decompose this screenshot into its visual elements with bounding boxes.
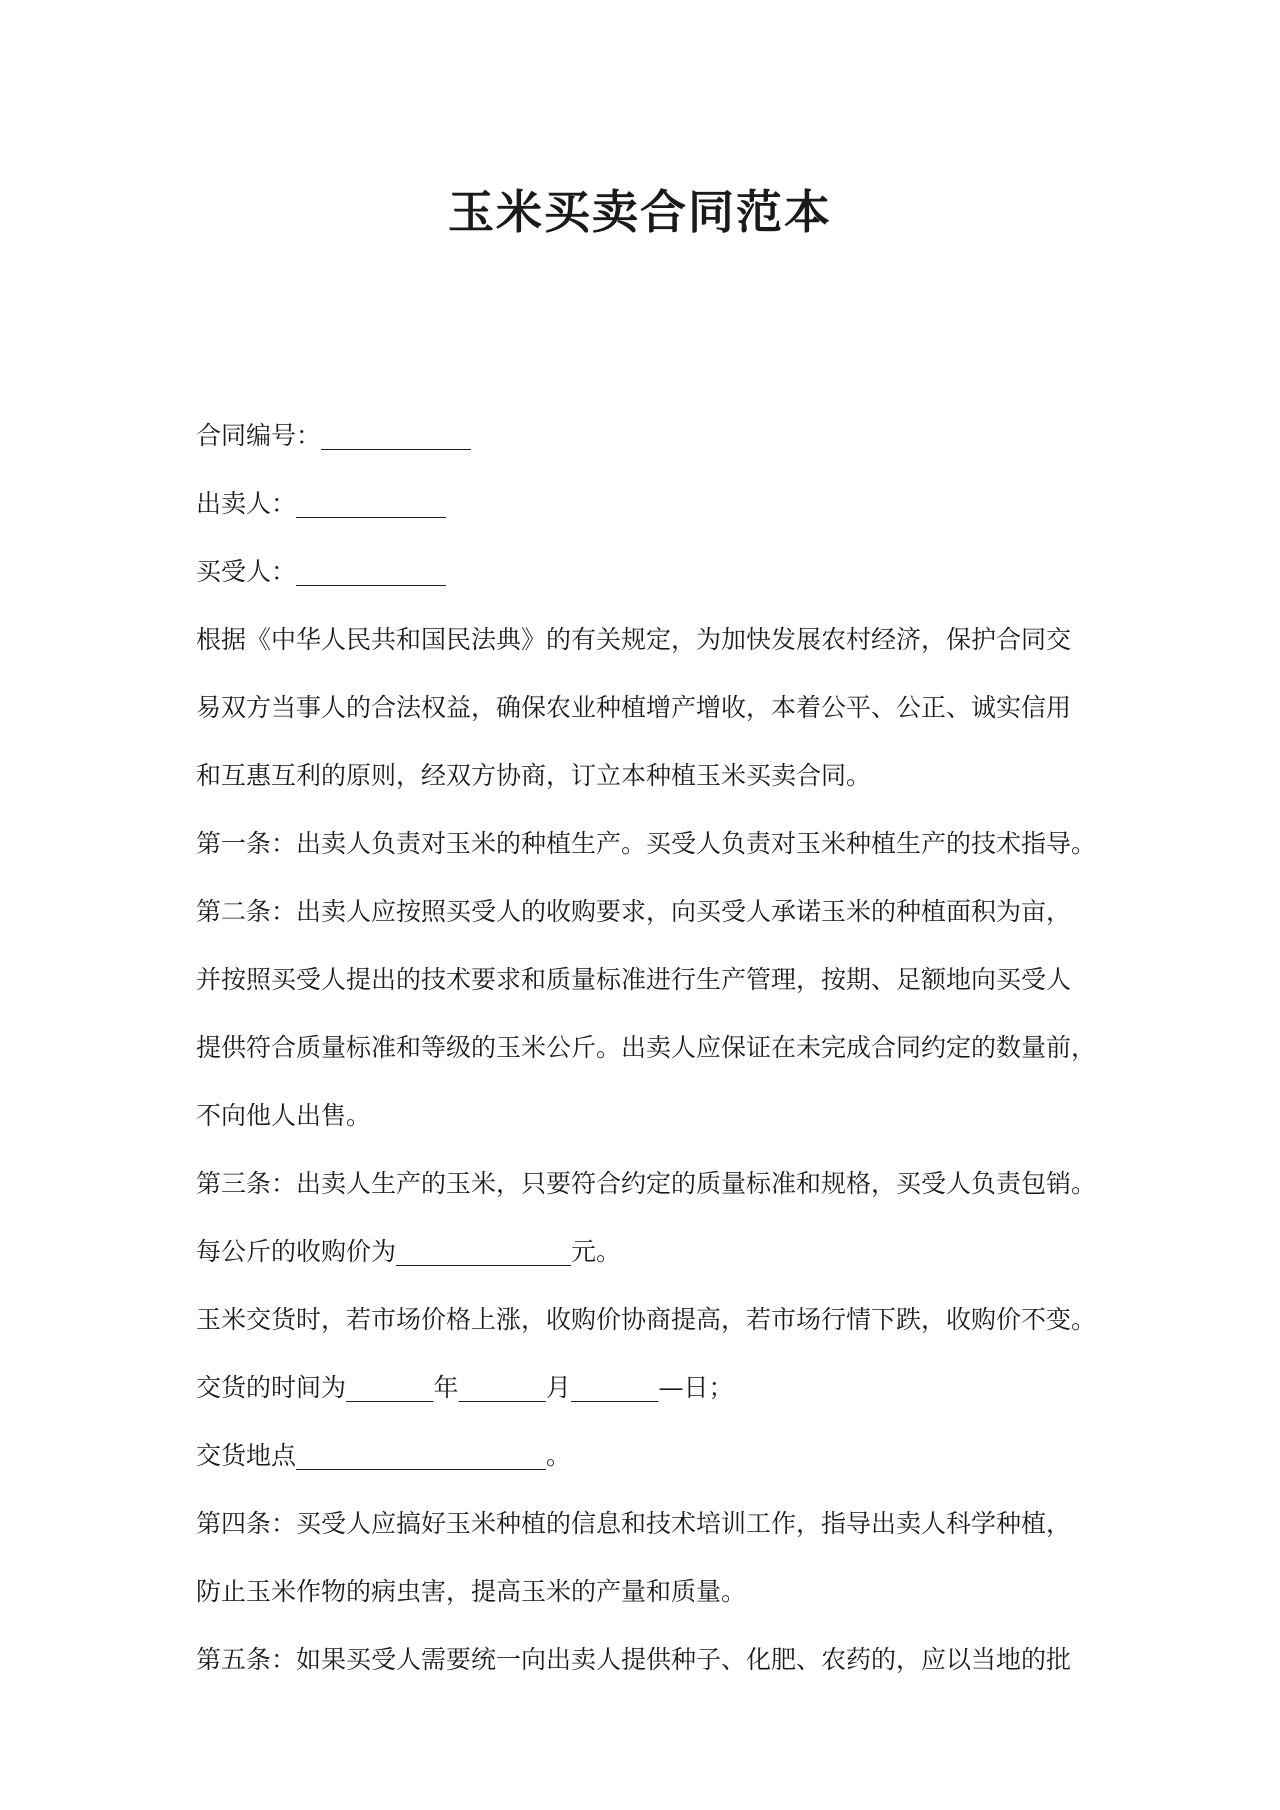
buyer-line: 买受人：____________ (196, 557, 447, 586)
delivery-time-line: 交货的时间为_______年_______月_______—日； (196, 1373, 734, 1402)
seller-line: 出卖人：____________ (196, 489, 447, 518)
article-3-line: 第三条：出卖人生产的玉米，只要符合约定的质量标准和规格，买受人负责包销。 (196, 1169, 1097, 1198)
article-2-line: 并按照买受人提出的技术要求和质量标准进行生产管理，按期、足额地向买受人 (196, 965, 1072, 994)
article-2-line: 不向他人出售。 (196, 1101, 372, 1130)
purchase-price-line: 每公斤的收购价为______________元。 (196, 1237, 622, 1266)
article-4-line: 第四条：买受人应搞好玉米种植的信息和技术培训工作，指导出卖人科学种植， (196, 1509, 1072, 1538)
preamble-line: 易双方当事人的合法权益，确保农业种植增产增收，本着公平、公正、诚实信用 (196, 693, 1072, 722)
document-title: 玉米买卖合同范本 (448, 185, 832, 239)
delivery-place-line: 交货地点____________________。 (196, 1441, 572, 1470)
article-5-line: 第五条：如果买受人需要统一向出卖人提供种子、化肥、农药的，应以当地的批 (196, 1645, 1072, 1674)
document-body (196, 402, 1096, 1694)
article-4-line: 防止玉米作物的病虫害，提高玉米的产量和质量。 (196, 1577, 747, 1606)
contract-number-line: 合同编号：____________ (196, 421, 472, 450)
preamble-line: 根据《中华人民共和国民法典》的有关规定，为加快发展农村经济，保护合同交 (196, 625, 1072, 654)
article-2-line: 第二条：出卖人应按照买受人的收购要求，向买受人承诺玉米的种植面积为亩， (196, 897, 1072, 926)
article-2-line: 提供符合质量标准和等级的玉米公斤。出卖人应保证在未完成合同约定的数量前， (196, 1033, 1097, 1062)
price-adjustment-line: 玉米交货时，若市场价格上涨，收购价协商提高，若市场行情下跌，收购价不变。 (196, 1305, 1097, 1334)
article-1-line: 第一条：出卖人负责对玉米的种植生产。买受人负责对玉米种植生产的技术指导。 (196, 829, 1097, 858)
preamble-line: 和互惠互利的原则，经双方协商，订立本种植玉米买卖合同。 (196, 761, 872, 790)
